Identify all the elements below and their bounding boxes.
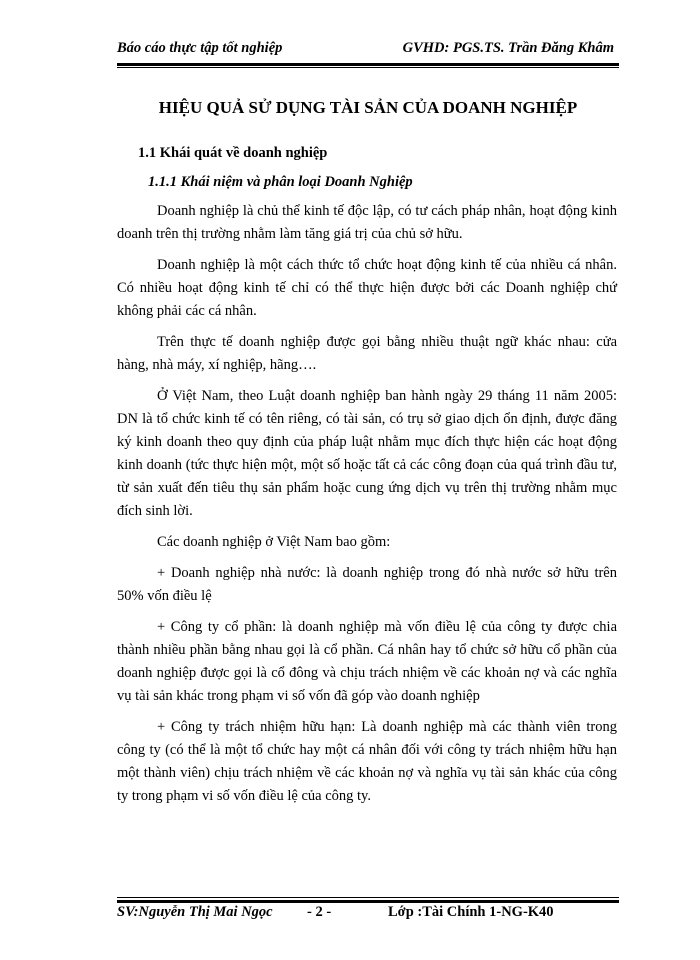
paragraph: Ở Việt Nam, theo Luật doanh nghiệp ban hành ngày 29 tháng 11 năm 2005: DN là tổ chức kinh tế có tên riêng, có tài sản, có trụ sở giao dịch ổn định, được đăng ký kinh doanh theo quy định của pháp luật nhằm mục đích thực hiện các hoạt động kinh doanh (tức thực hiện một, một số hoặc tất cả các công đoạn của quá trình đầu tư, từ sản xuất đến tiêu thụ sản phẩm hoặc cung ứng dịch vụ trên thị trường nhằm mục đích sinh lời. bbox=[117, 388, 617, 519]
page-title: HIỆU QUẢ SỬ DỤNG TÀI SẢN CỦA DOANH NGHIỆP bbox=[158, 98, 578, 117]
section-heading: 1.1 Khái quát về doanh nghiệp bbox=[138, 145, 328, 161]
paragraph: + Công ty trách nhiệm hữu hạn: Là doanh nghiệp mà các thành viên trong công ty (có thể là một tổ chức hay một cá nhân đối với công ty trách nhiệm hữu hạn một thành viên) chịu trách nhiệm về các khoản nợ và nghĩa vụ tài sản khác của công ty trong phạm vi số vốn điều lệ của công ty. bbox=[117, 719, 617, 804]
paragraph: Doanh nghiệp là một cách thức tổ chức hoạt động kinh tế của nhiều cá nhân. Có nhiều hoạt động kinh tế chỉ có thể thực hiện được bởi các Doanh nghiệp chứ không phải các cá nhân. bbox=[117, 257, 617, 319]
page-number: - 2 - bbox=[307, 904, 332, 920]
paragraph: + Công ty cổ phần: là doanh nghiệp mà vốn điều lệ của công ty được chia thành nhiều phần bằng nhau gọi là cổ phần. Cá nhân hay tổ chức sở hữu cổ phần của doanh nghiệp được gọi là cổ đông và chịu trách nhiệm về các khoản nợ và các nghĩa vụ tài sản khác trong phạm vi số vốn đã góp vào doanh nghiệp bbox=[117, 619, 617, 704]
subsection-heading: 1.1.1 Khái niệm và phân loại Doanh Nghiệp bbox=[148, 174, 413, 190]
paragraph: + Doanh nghiệp nhà nước: là doanh nghiệp trong đó nhà nước sở hữu trên 50% vốn điều lệ bbox=[117, 565, 617, 604]
page-footer bbox=[117, 904, 619, 926]
paragraph: Các doanh nghiệp ở Việt Nam bao gồm: bbox=[157, 534, 391, 550]
footer-rule-thin bbox=[117, 897, 619, 898]
page-header bbox=[117, 38, 619, 60]
paragraph: Doanh nghiệp là chủ thể kinh tế độc lập, có tư cách pháp nhân, hoạt động kinh doanh trên thị trường nhằm làm tăng giá trị của chủ sở hữu. bbox=[117, 203, 617, 242]
class-name: Lớp :Tài Chính 1-NG-K40 bbox=[388, 904, 554, 920]
header-rule-thin bbox=[117, 67, 619, 68]
report-title: Báo cáo thực tập tốt nghiệp bbox=[117, 40, 283, 56]
student-name: SV:Nguyễn Thị Mai Ngọc bbox=[117, 904, 273, 920]
supervisor: GVHD: PGS.TS. Trần Đăng Khâm bbox=[402, 40, 614, 56]
header-rule bbox=[117, 63, 619, 66]
body-text bbox=[117, 200, 617, 816]
footer-rule bbox=[117, 900, 619, 903]
paragraph: Trên thực tế doanh nghiệp được gọi bằng nhiều thuật ngữ khác nhau: cửa hàng, nhà máy, xí nghiệp, hãng…. bbox=[117, 334, 617, 373]
